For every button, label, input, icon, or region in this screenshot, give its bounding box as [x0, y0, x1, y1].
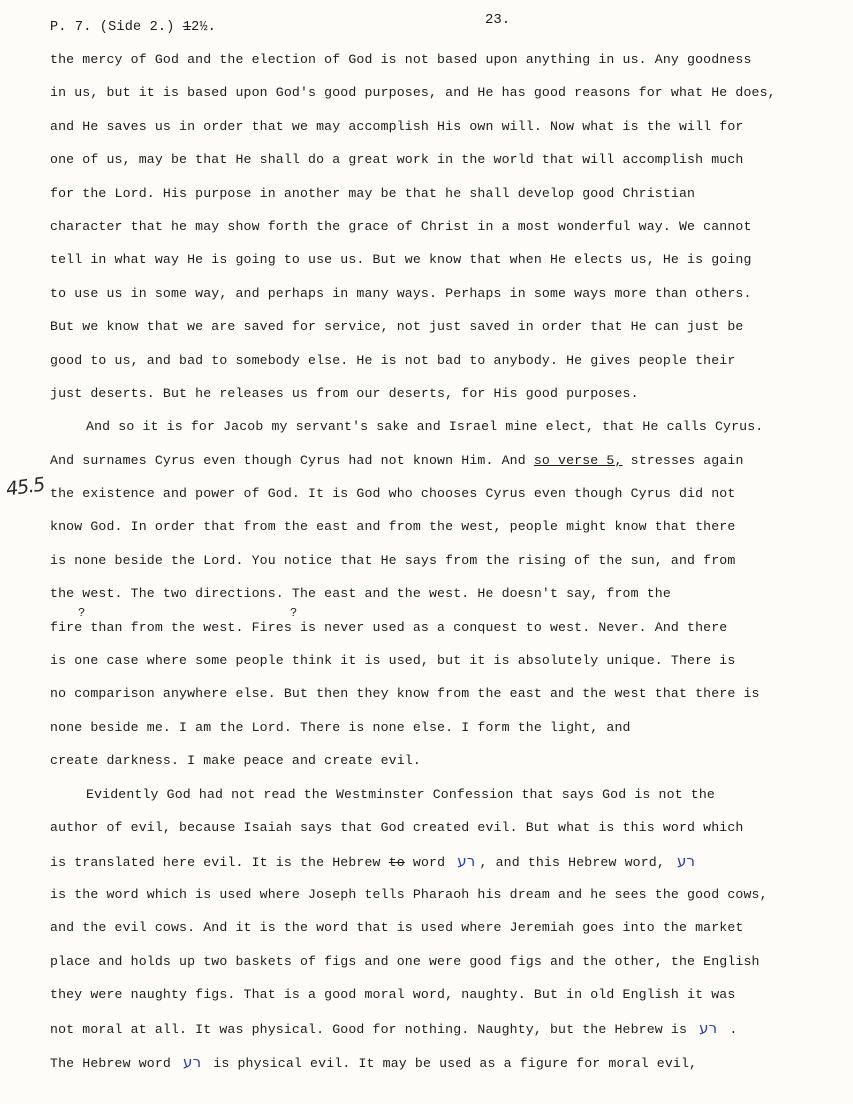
text-line: know God. In order that from the east and from the west, people might know that there — [50, 519, 736, 535]
hebrew-word: רע — [676, 852, 696, 871]
page-reference — [50, 20, 216, 35]
struck-mark: 1 — [182, 20, 192, 35]
text-line: place and holds up two baskets of figs and one were good figs and the other, the English — [50, 953, 760, 969]
body-text — [50, 47, 840, 1082]
line-segment: word — [412, 855, 446, 871]
text-line: to use us in some way, and perhaps in many ways. Perhaps in some ways more than others. — [50, 285, 752, 301]
line-segment: is physical evil. It may be used as a figure for moral evil, — [213, 1055, 698, 1071]
hebrew-word: רע — [699, 1019, 718, 1038]
text-line: and the evil cows. And it is the word that is used where Jeremiah goes into the market — [50, 920, 744, 936]
text-line — [50, 448, 840, 481]
text-line — [50, 1015, 840, 1048]
text-line: they were naughty figs. That is a good moral word, naughty. But in old English it was — [50, 986, 736, 1002]
line-segment: The Hebrew word — [50, 1055, 171, 1071]
text-line: is none beside the Lord. You notice that He says from the rising of the sun, and from — [50, 552, 736, 568]
line-segment: , and this Hebrew word, — [479, 855, 665, 871]
text-line: one of us, may be that He shall do a great work in the world that will accomplish much — [50, 152, 744, 168]
text-line: for the Lord. His purpose in another may be that he shall develop good Christian — [50, 185, 696, 201]
text-line: character that he may show forth the grace of Christ in a most wonderful way. We cannot — [50, 218, 752, 234]
text-line: is one case where some people think it is used, but it is absolutely unique. There is — [50, 653, 736, 669]
page-ref-text: P. 7. (Side 2.) — [50, 20, 175, 35]
handwritten-mark: 2½. — [191, 20, 217, 35]
text-line: And so it is for Jacob my servant's sake and Israel mine elect, that He calls Cyrus. — [86, 419, 764, 435]
page-header — [0, 12, 853, 42]
hebrew-word: רע — [183, 1052, 202, 1071]
question-mark: ? — [78, 606, 86, 620]
text-line: none beside me. I am the Lord. There is none else. I form the light, and — [50, 719, 631, 735]
text-line: the existence and power of God. It is God who chooses Cyrus even though Cyrus did not — [50, 486, 736, 502]
struck-word: to — [388, 855, 405, 871]
text-line: no comparison anywhere else. But then they know from the east and the west that there is — [50, 686, 760, 702]
margin-annotation: 45.5 — [4, 473, 46, 501]
page-number: 23. — [485, 12, 511, 28]
text-line: tell in what way He is going to use us. But we know that when He elects us, He is going — [50, 252, 752, 268]
text-line: is the word which is used where Joseph tells Pharaoh his dream and he sees the good cows, — [50, 886, 768, 902]
text-line: and He saves us in order that we may accomplish His own will. Now what is the will for — [50, 118, 744, 134]
text-line: just deserts. But he releases us from our deserts, for His good purposes. — [50, 385, 639, 401]
text-line: Evidently God had not read the Westminster Confession that says God is not the — [86, 786, 715, 802]
text-line: good to us, and bad to somebody else. He is not bad to anybody. He gives people their — [50, 352, 736, 368]
text-line: fire than from the west. Fires is never used as a conquest to west. Never. And there — [50, 619, 728, 635]
text-line: in us, but it is based upon God's good purposes, and He has good reasons for what He does, — [50, 85, 776, 101]
line-segment: . — [729, 1022, 738, 1038]
hebrew-word: רע — [457, 852, 476, 871]
question-mark: ? — [290, 606, 298, 620]
text-line: But we know that we are saved for service, not just saved in order that He can just be — [50, 319, 744, 335]
line-segment: stresses again — [630, 452, 744, 468]
text-line — [50, 848, 840, 881]
verse-reference: so verse 5, — [533, 452, 623, 468]
line-segment: And surnames Cyrus even though Cyrus had not known Him. And — [50, 452, 526, 468]
text-line: create darkness. I make peace and create evil. — [50, 753, 421, 769]
text-line — [50, 1049, 840, 1082]
text-line: the west. The two directions. The east and the west. He doesn't say, from the — [50, 586, 671, 602]
line-segment: not moral at all. It was physical. Good for nothing. Naughty, but the Hebrew is — [50, 1022, 688, 1038]
line-segment: is translated here evil. It is the Hebrew — [50, 855, 381, 871]
text-line: author of evil, because Isaiah says that God created evil. But what is this word which — [50, 819, 744, 835]
text-line: the mercy of God and the election of God is not based upon anything in us. Any goodness — [50, 52, 752, 67]
